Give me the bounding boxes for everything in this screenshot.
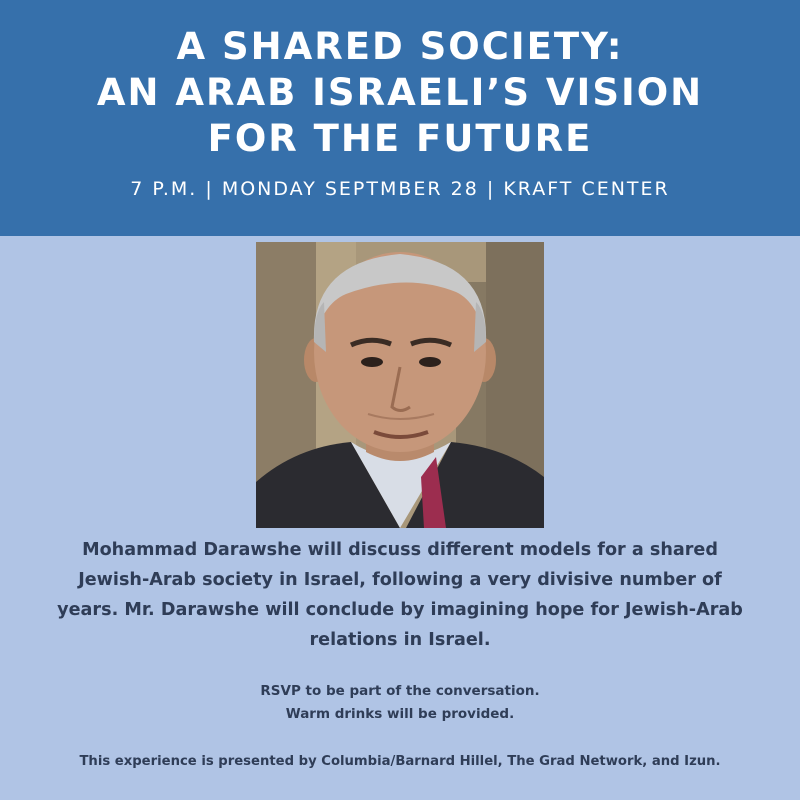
- description-line-2: Jewish-Arab society in Israel, following a very divisive number of: [78, 570, 722, 590]
- event-details: 7 P.M. | MONDAY SEPTMBER 28 | KRAFT CENTER: [130, 178, 670, 200]
- description-line-4: relations in Israel.: [309, 630, 491, 650]
- event-title: [0, 24, 800, 162]
- speaker-portrait-illustration: [256, 242, 544, 528]
- speaker-photo: [256, 242, 544, 528]
- header-banner: [0, 0, 800, 236]
- description-line-3: years. Mr. Darawshe will conclude by imagining hope for Jewish-Arab: [57, 600, 743, 620]
- rsvp-note: [0, 680, 800, 726]
- title-line-1: A SHARED SOCIETY:: [176, 25, 624, 68]
- title-line-2: AN ARAB ISRAELI’S VISION: [96, 71, 704, 114]
- rsvp-line-1: RSVP to be part of the conversation.: [260, 683, 540, 699]
- event-description: [20, 535, 780, 655]
- rsvp-line-2: Warm drinks will be provided.: [285, 706, 515, 722]
- presenters-credit: This experience is presented by Columbia/Barnard Hillel, The Grad Network, and Izun.: [79, 754, 721, 769]
- description-line-1: Mohammad Darawshe will discuss different models for a shared: [82, 540, 718, 560]
- title-line-3: FOR THE FUTURE: [207, 117, 593, 160]
